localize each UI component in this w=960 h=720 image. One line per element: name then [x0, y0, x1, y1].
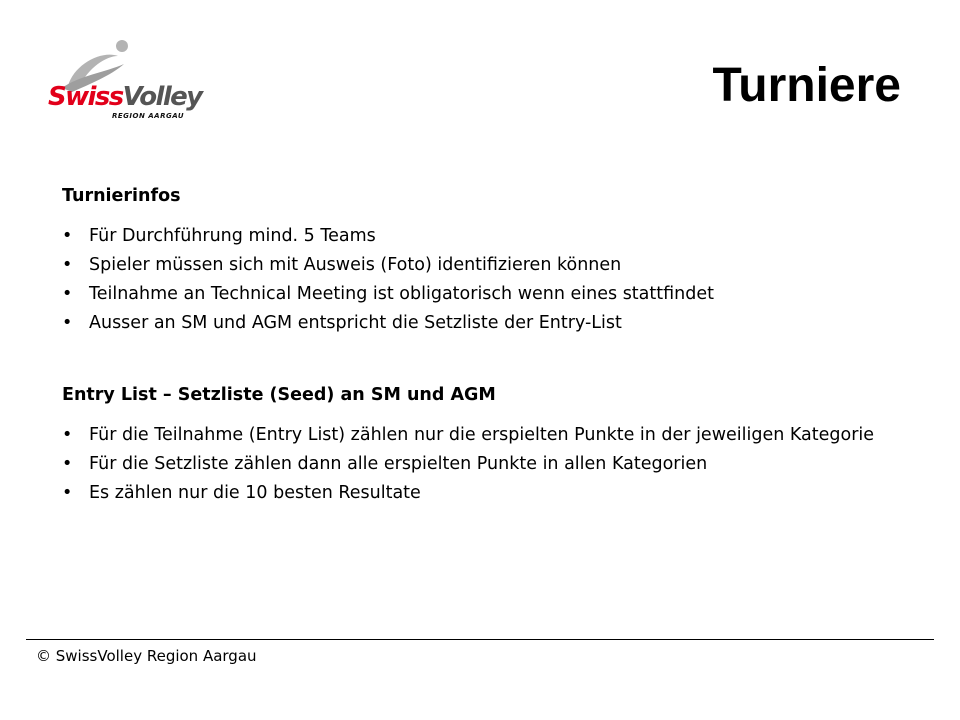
list-item	[62, 222, 902, 251]
list-item	[62, 309, 902, 338]
bullet-icon: •	[62, 255, 73, 275]
list-item	[62, 280, 902, 309]
logo-wordmark-volley: Volley	[122, 82, 202, 112]
bullet-icon: •	[62, 425, 73, 445]
list-item-text: Teilnahme an Technical Meeting ist obligatorisch wenn eines stattfindet	[89, 284, 714, 304]
bullet-icon: •	[62, 454, 73, 474]
list-item-text: Für die Setzliste zählen dann alle erspielten Punkte in allen Kategorien	[89, 454, 708, 474]
logo-subtitle: REGION AARGAU	[112, 112, 185, 120]
list-item-text: Für die Teilnahme (Entry List) zählen nur die erspielten Punkte in der jeweiligen Kategorie	[89, 425, 875, 445]
bullet-icon: •	[62, 313, 73, 333]
list-item	[62, 479, 902, 508]
section-heading-entry-list: Entry List – Setzliste (Seed) an SM und AGM	[62, 385, 496, 405]
bullet-icon: •	[62, 226, 73, 246]
bullet-icon: •	[62, 284, 73, 304]
swissvolley-logo	[44, 36, 214, 126]
slide-content	[62, 182, 902, 508]
list-item-text: Für Durchführung mind. 5 Teams	[89, 226, 376, 246]
footer-divider	[26, 639, 934, 640]
bullet-list-turnierinfos	[62, 222, 902, 338]
logo-wordmark	[48, 84, 202, 110]
list-item	[62, 421, 902, 450]
bullet-list-entry-list	[62, 421, 902, 508]
section-entry-list	[62, 381, 902, 508]
list-item-text: Spieler müssen sich mit Ausweis (Foto) identifizieren können	[89, 255, 622, 275]
logo-wordmark-swiss: Swiss	[48, 82, 123, 112]
footer-copyright: © SwissVolley Region Aargau	[36, 647, 257, 665]
list-item	[62, 251, 902, 280]
page-title: Turniere	[712, 59, 901, 112]
list-item-text: Ausser an SM und AGM entspricht die Setzliste der Entry-List	[89, 313, 622, 333]
list-item-text: Es zählen nur die 10 besten Resultate	[89, 483, 421, 503]
section-heading-turnierinfos: Turnierinfos	[62, 186, 181, 206]
bullet-icon: •	[62, 483, 73, 503]
list-item	[62, 450, 902, 479]
